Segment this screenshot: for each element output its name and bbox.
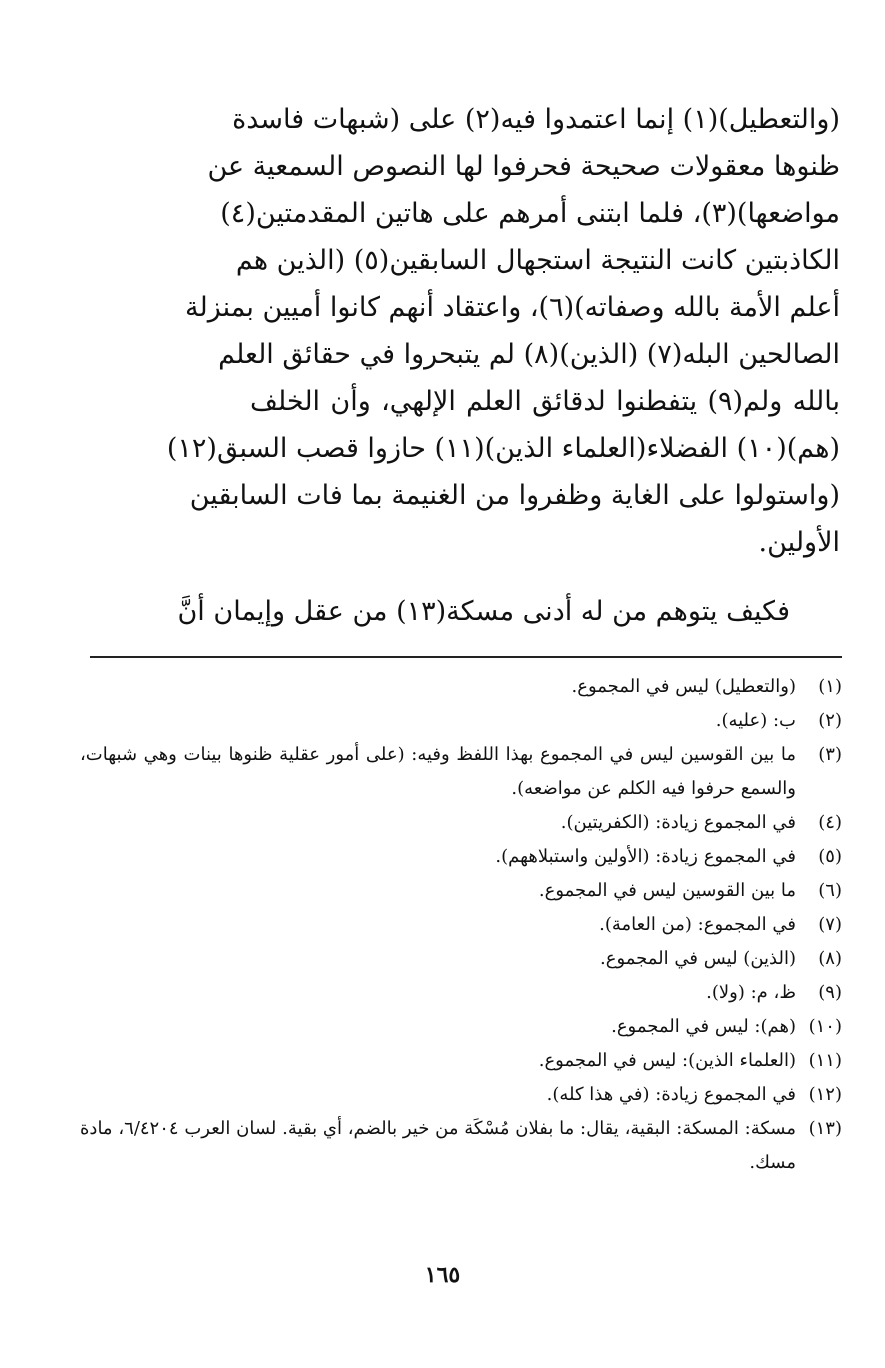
footnote xyxy=(80,806,842,840)
second-paragraph: فكيف يتوهم من له أدنى مسكة(١٣) من عقل وإيمان أنَّ xyxy=(177,596,790,627)
footnote xyxy=(80,840,842,874)
footnote-number: (١٢) xyxy=(808,1084,842,1105)
footnote xyxy=(80,874,842,908)
footnote-text: (العلماء الذين): ليس في المجموع. xyxy=(538,1050,796,1071)
footnote-number: (٧) xyxy=(818,914,842,935)
footnote xyxy=(80,1044,842,1078)
main-text-line: مواضعها)(٣)، فلما ابتنى أمرهم على هاتين المقدمتين(٤) xyxy=(220,198,840,229)
footnote xyxy=(80,1078,842,1112)
footnote-text: ما بين القوسين ليس في المجموع بهذا اللفظ وفيه: (على أمور عقلية ظنوها بينات وهي شبهات، والسمع حرفوا فيه الكلم عن مواضعه). xyxy=(80,744,796,799)
main-text-line: (والتعطيل)(١) إنما اعتمدوا فيه(٢) على (شبهات فاسدة xyxy=(232,104,840,135)
main-text-line: الأولين. xyxy=(758,527,840,558)
footnote-number: (١١) xyxy=(808,1050,842,1071)
footnote-number: (٥) xyxy=(818,846,842,867)
footnote-number: (٣) xyxy=(818,744,842,765)
main-text-line: بالله ولم(٩) يتفطنوا لدقائق العلم الإلهي، وأن الخلف xyxy=(250,386,840,417)
footnote-number: (١٠) xyxy=(808,1016,842,1037)
footnote xyxy=(80,670,842,704)
footnote-separator xyxy=(90,656,842,658)
footnote xyxy=(80,704,842,738)
main-text-line: الصالحين البله(٧) (الذين)(٨) لم يتبحروا في حقائق العلم xyxy=(218,339,840,370)
page-number: ١٦٥ xyxy=(424,1262,461,1288)
footnotes-block xyxy=(80,670,842,1180)
footnote-text: ظ، م: (ولا). xyxy=(706,982,796,1003)
main-text-line: ظنوها معقولات صحيحة فحرفوا لها النصوص السمعية عن xyxy=(207,151,840,182)
footnote xyxy=(80,738,842,806)
footnote-text: ما بين القوسين ليس في المجموع. xyxy=(538,880,796,901)
footnote xyxy=(80,976,842,1010)
main-text-line: الكاذبتين كانت النتيجة استجهال السابقين(٥) (الذين هم xyxy=(235,245,840,276)
footnote-text: ب: (عليه). xyxy=(715,710,796,731)
footnote-text: في المجموع زيادة: (في هذا كله). xyxy=(546,1084,796,1105)
footnote-number: (٩) xyxy=(818,982,842,1003)
footnote-text: (الذين) ليس في المجموع. xyxy=(599,948,796,969)
footnote xyxy=(80,908,842,942)
footnote-text: (والتعطيل) ليس في المجموع. xyxy=(571,676,796,697)
footnote-number: (٦) xyxy=(818,880,842,901)
footnote-number: (٨) xyxy=(818,948,842,969)
footnote-text: في المجموع: (من العامة). xyxy=(599,914,796,935)
footnote-text: (هم): ليس في المجموع. xyxy=(611,1016,796,1037)
footnote-number: (٢) xyxy=(818,710,842,731)
footnote xyxy=(80,942,842,976)
main-text-line: (هم)(١٠) الفضلاء(العلماء الذين)(١١) حازوا قصب السبق(١٢) xyxy=(166,433,840,464)
main-text-line: (واستولوا على الغاية وظفروا من الغنيمة بما فات السابقين xyxy=(189,480,840,511)
footnote-text: في المجموع زيادة: (الأولين واستبلاههم). xyxy=(495,846,796,867)
footnote xyxy=(80,1010,842,1044)
footnote-number: (٤) xyxy=(818,812,842,833)
footnote-number: (١٣) xyxy=(808,1118,842,1139)
footnote xyxy=(80,1112,842,1180)
footnote-number: (١) xyxy=(818,676,842,697)
footnote-text: في المجموع زيادة: (الكفريتين). xyxy=(560,812,796,833)
footnote-text: مسكة: المسكة: البقية، يقال: ما بفلان مُسْكَة من خير بالضم، أي بقية. لسان العرب ٦/٤٢٠٤، مادة مسك. xyxy=(80,1118,796,1173)
main-text-line: أعلم الأمة بالله وصفاته)(٦)، واعتقاد أنهم كانوا أميين بمنزلة xyxy=(185,292,840,323)
main-text-block xyxy=(166,96,840,566)
